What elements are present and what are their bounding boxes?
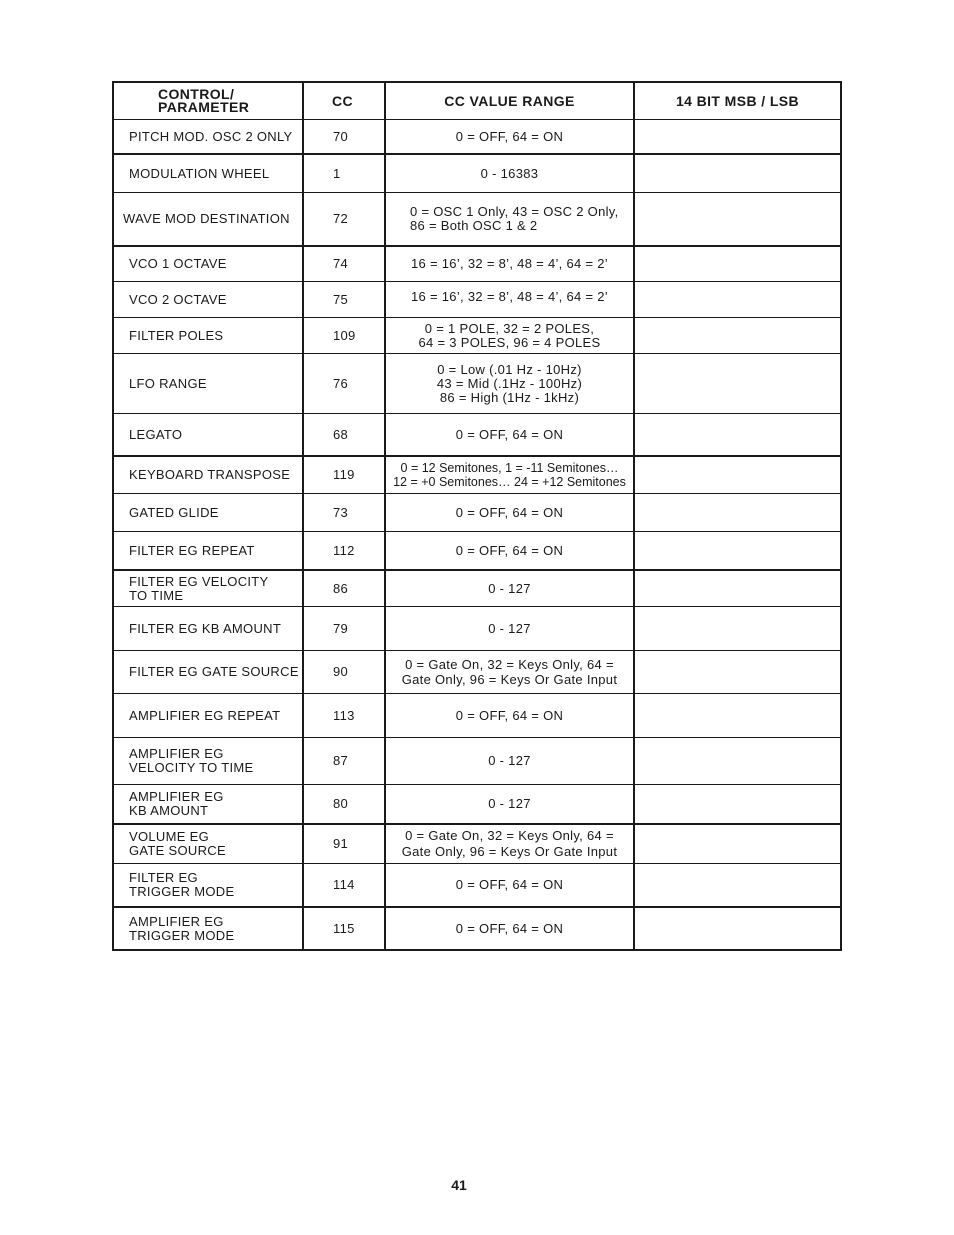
msb-lsb-cell (635, 457, 840, 493)
range-cell: 0 = OFF, 64 = ON (386, 494, 635, 531)
cc-cell: 80 (304, 785, 386, 823)
table-row (114, 281, 840, 317)
control-cell: AMPLIFIER EG REPEAT (114, 694, 304, 737)
table-row (114, 153, 840, 192)
control-cell: LFO RANGE (114, 354, 304, 413)
table-row (114, 569, 840, 606)
control-cell: FILTER EG REPEAT (114, 532, 304, 569)
msb-lsb-cell (635, 414, 840, 455)
control-cell: PITCH MOD. OSC 2 ONLY (114, 120, 304, 153)
cc-cell: 79 (304, 607, 386, 650)
msb-lsb-cell (635, 651, 840, 693)
cc-cell: 1 (304, 155, 386, 192)
range-cell: 0 = OFF, 64 = ON (386, 532, 635, 569)
msb-lsb-cell (635, 825, 840, 863)
control-cell: FILTER EG TRIGGER MODE (114, 864, 304, 906)
table-row (114, 531, 840, 569)
range-cell: 0 = Low (.01 Hz - 10Hz) 43 = Mid (.1Hz - 100Hz) 86 = High (1Hz - 1kHz) (386, 354, 635, 413)
cc-cell: 75 (304, 282, 386, 317)
msb-lsb-cell (635, 785, 840, 823)
table-row (114, 650, 840, 693)
msb-lsb-cell (635, 532, 840, 569)
table-row (114, 493, 840, 531)
range-cell: 0 = Gate On, 32 = Keys Only, 64 = Gate Only, 96 = Keys Or Gate Input (386, 825, 635, 863)
range-cell: 0 = 12 Semitones, 1 = -11 Semitones… 12 = +0 Semitones… 24 = +12 Semitones (386, 457, 635, 493)
cc-cell: 73 (304, 494, 386, 531)
cc-cell: 87 (304, 738, 386, 784)
range-cell: 0 = 1 POLE, 32 = 2 POLES, 64 = 3 POLES, 96 = 4 POLES (386, 318, 635, 353)
table-row (114, 119, 840, 153)
control-cell: AMPLIFIER EG KB AMOUNT (114, 785, 304, 823)
msb-lsb-cell (635, 571, 840, 606)
table-row (114, 413, 840, 455)
page-number: 41 (451, 1177, 467, 1193)
cc-cell: 74 (304, 247, 386, 281)
range-cell: 0 = OFF, 64 = ON (386, 864, 635, 906)
msb-lsb-cell (635, 694, 840, 737)
msb-lsb-cell (635, 318, 840, 353)
control-cell: FILTER EG GATE SOURCE (114, 651, 304, 693)
cc-cell: 115 (304, 908, 386, 949)
header-control-parameter: CONTROL/ PARAMETER (114, 83, 304, 119)
cc-cell: 112 (304, 532, 386, 569)
range-cell: 0 - 127 (386, 571, 635, 606)
cc-cell: 114 (304, 864, 386, 906)
range-cell: 0 = OFF, 64 = ON (386, 414, 635, 455)
header-cc-value-range: CC VALUE RANGE (386, 83, 635, 119)
table-row (114, 737, 840, 784)
control-cell: GATED GLIDE (114, 494, 304, 531)
cc-cell: 72 (304, 193, 386, 245)
msb-lsb-cell (635, 247, 840, 281)
msb-lsb-cell (635, 607, 840, 650)
range-cell: 0 - 127 (386, 738, 635, 784)
control-cell: AMPLIFIER EG TRIGGER MODE (114, 908, 304, 949)
msb-lsb-cell (635, 494, 840, 531)
control-cell: KEYBOARD TRANSPOSE (114, 457, 304, 493)
header-cc: CC (304, 83, 386, 119)
range-cell: 0 = OFF, 64 = ON (386, 120, 635, 153)
cc-cell: 113 (304, 694, 386, 737)
table-header-row (114, 83, 840, 119)
range-cell: 0 - 16383 (386, 155, 635, 192)
control-cell: WAVE MOD DESTINATION (114, 193, 304, 245)
table-row (114, 353, 840, 413)
cc-cell: 119 (304, 457, 386, 493)
msb-lsb-cell (635, 193, 840, 245)
control-cell: FILTER EG KB AMOUNT (114, 607, 304, 650)
range-cell: 0 = OFF, 64 = ON (386, 908, 635, 949)
midi-cc-table (112, 81, 842, 951)
control-cell: MODULATION WHEEL (114, 155, 304, 192)
range-cell: 16 = 16’, 32 = 8’, 48 = 4’, 64 = 2’ (386, 247, 635, 281)
cc-cell: 70 (304, 120, 386, 153)
control-cell: AMPLIFIER EG VELOCITY TO TIME (114, 738, 304, 784)
control-cell: VCO 2 OCTAVE (114, 282, 304, 317)
msb-lsb-cell (635, 120, 840, 153)
msb-lsb-cell (635, 155, 840, 192)
cc-cell: 86 (304, 571, 386, 606)
table-row (114, 823, 840, 863)
range-cell: 0 = OFF, 64 = ON (386, 694, 635, 737)
table-row (114, 245, 840, 281)
header-14-bit-msb-lsb: 14 BIT MSB / LSB (675, 92, 800, 109)
msb-lsb-cell (635, 282, 840, 317)
control-cell: VOLUME EG GATE SOURCE (114, 825, 304, 863)
table-row (114, 906, 840, 949)
range-cell: 0 = OSC 1 Only, 43 = OSC 2 Only, 86 = Both OSC 1 & 2 (386, 193, 635, 245)
control-cell: FILTER POLES (114, 318, 304, 353)
msb-lsb-cell (635, 908, 840, 949)
range-cell: 0 = Gate On, 32 = Keys Only, 64 = Gate Only, 96 = Keys Or Gate Input (386, 651, 635, 693)
table-row (114, 455, 840, 493)
control-cell: LEGATO (114, 414, 304, 455)
table-row (114, 192, 840, 245)
cc-cell: 91 (304, 825, 386, 863)
control-cell: VCO 1 OCTAVE (114, 247, 304, 281)
cc-cell: 90 (304, 651, 386, 693)
msb-lsb-cell (635, 738, 840, 784)
table-row (114, 606, 840, 650)
table-row (114, 863, 840, 906)
control-cell: FILTER EG VELOCITY TO TIME (114, 571, 304, 606)
cc-cell: 68 (304, 414, 386, 455)
range-cell: 16 = 16’, 32 = 8’, 48 = 4’, 64 = 2’ (386, 282, 635, 317)
table-row (114, 693, 840, 737)
table-row (114, 784, 840, 823)
msb-lsb-cell (635, 864, 840, 906)
table-row (114, 317, 840, 353)
msb-lsb-cell (635, 354, 840, 413)
range-cell: 0 - 127 (386, 785, 635, 823)
cc-cell: 76 (304, 354, 386, 413)
cc-cell: 109 (304, 318, 386, 353)
range-cell: 0 - 127 (386, 607, 635, 650)
